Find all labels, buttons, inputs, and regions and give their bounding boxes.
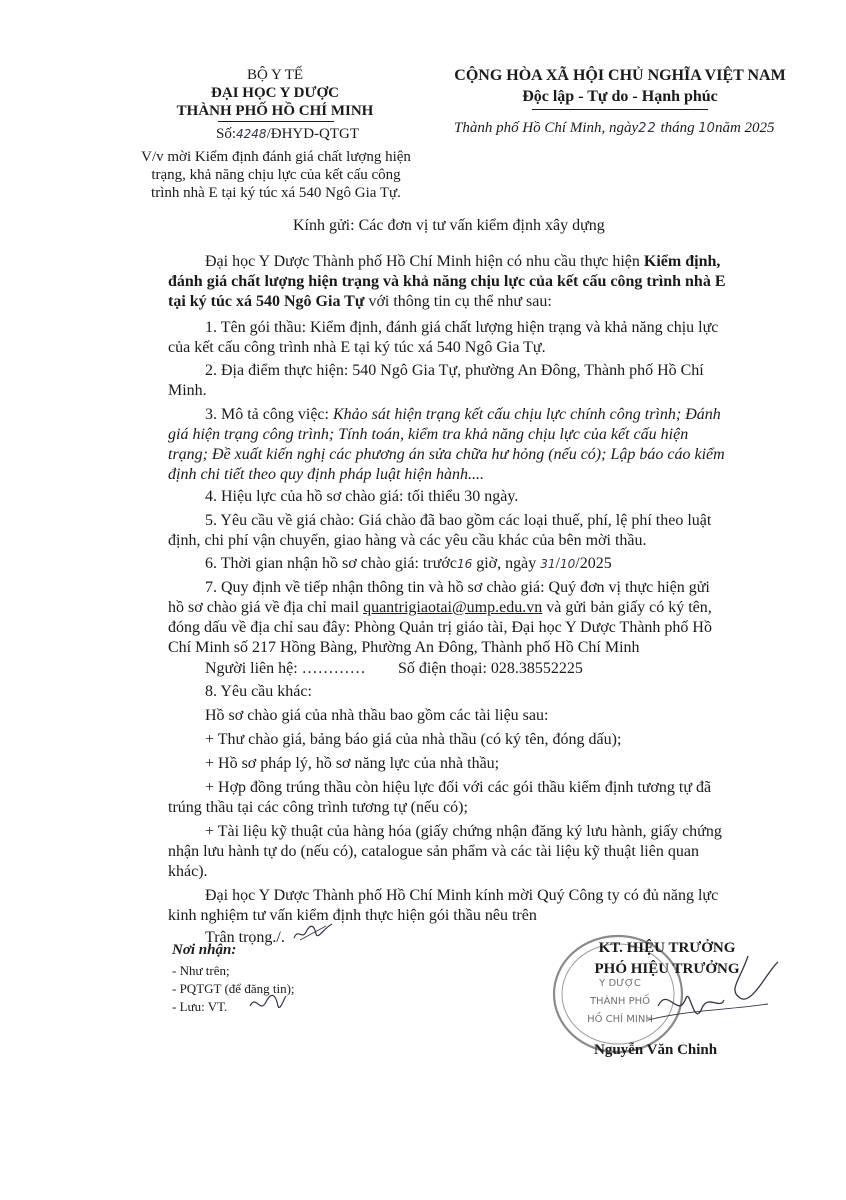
item-7-line1: 7. Quy định về tiếp nhận thông tin và hồ sơ chào giá: Quý đơn vị thực hiện gửi [205, 579, 710, 596]
item-6-hour-handwritten: 16 [456, 557, 473, 571]
item-3-text: Khảo sát hiện trạng kết cấu chịu lực chính công trình; Đánh [332, 406, 721, 423]
university-name-line2: THÀNH PHỐ HỒ CHÍ MINH [176, 103, 374, 119]
closing-line1: Đại học Y Dược Thành phố Hồ Chí Minh kính mời Quý Công ty có đủ năng lực [205, 887, 719, 904]
subject-line: trạng, khả năng chịu lực của kết cấu công [151, 167, 401, 183]
date-month-label: tháng [660, 120, 695, 136]
university-name-line1: ĐẠI HỌC Y DƯỢC [211, 85, 339, 101]
item-7-line3: đóng dấu về địa chỉ sau đây: Phòng Quản trị giáo tài, Đại học Y Dược Thành phố Hồ [168, 619, 712, 636]
recipients-title: Nơi nhận: [172, 942, 237, 958]
item-3-line1 [205, 405, 721, 425]
date-year: năm 2025 [714, 120, 775, 136]
item-6-sep: / [555, 555, 560, 572]
doc-number [216, 125, 359, 143]
stamp-text-line: Y DƯỢC [599, 978, 641, 989]
intro-line3 [168, 292, 552, 312]
item-6-mid: giờ, ngày [472, 555, 541, 572]
subject-line: V/v mời Kiểm định đánh giá chất lượng hiện [141, 149, 411, 165]
motto-divider [532, 109, 708, 110]
doc-number-suffix: /ĐHYD-QTGT [266, 126, 360, 142]
signer-title-1: KT. HIỆU TRƯỞNG [598, 940, 736, 956]
subject-block [140, 148, 412, 202]
item-6-prefix: 6. Thời gian nhận hồ sơ chào giá: trước [205, 555, 457, 572]
item-7-line2 [168, 598, 712, 618]
contact-person: Người liên hệ: ………… [205, 660, 366, 677]
item-7-text-a: hồ sơ chào giá về địa chỉ mail [168, 599, 364, 616]
header-left [150, 66, 400, 120]
header-left-divider [218, 121, 334, 122]
item-1-line2: của kết cấu công trình nhà E tại ký túc xá 540 Ngô Gia Tự. [168, 339, 546, 356]
item-8-d-line1: + Tài liệu kỹ thuật của hàng hóa (giấy chứng nhận đăng ký lưu hành, giấy chứng [205, 823, 722, 840]
intro-line2: đánh giá chất lượng hiện trạng và khả năng chịu lực của kết cấu công trình nhà E [168, 273, 726, 290]
item-6 [205, 554, 612, 574]
intro-tail: với thông tin cụ thể như sau: [364, 293, 552, 310]
closing-line2: kinh nghiệm tư vấn kiểm định thực hiện gói thầu nêu trên [168, 907, 537, 924]
item-3-line3: trạng; Đề xuất kiến nghị các phương án sửa chữa hư hỏng (nếu có); Lập báo cáo kiểm [168, 446, 725, 463]
archive-initials-scribble [248, 992, 288, 1016]
handwritten-signature [628, 950, 788, 1040]
contact-phone: Số điện thoại: 028.38552225 [398, 660, 583, 677]
item-8-d-line2: nhận lưu hành tự do (nếu có), catalogue sản phẩm và các tài liệu kỹ thuật liên quan [168, 843, 699, 860]
regards: Trân trọng./. [205, 929, 285, 946]
doc-number-prefix: Số: [216, 126, 237, 142]
item-8-a: + Thư chào giá, bảng báo giá của nhà thầu (có ký tên, đóng dấu); [205, 731, 622, 748]
date-day-handwritten: 22 [638, 121, 657, 136]
item-2-line2: Minh. [168, 382, 207, 399]
item-3-line4: định chi tiết theo quy định pháp luật hiện hành.... [168, 466, 484, 483]
item-7-text-b: và gửi bản giấy có ký tên, [542, 599, 712, 616]
item-8-b: + Hồ sơ pháp lý, hồ sơ năng lực của nhà thầu; [205, 755, 500, 772]
date-prefix: Thành phố Hồ Chí Minh, ngày [454, 120, 639, 136]
item-1-line1: 1. Tên gói thầu: Kiểm định, đánh giá chất lượng hiện trạng và khả năng chịu lực [205, 319, 719, 336]
intro-lead: Đại học Y Dược Thành phố Hồ Chí Minh hiện có nhu cầu thực hiện [205, 253, 644, 270]
item-8-c-line1: + Hợp đồng trúng thầu còn hiệu lực đối với các gói thầu kiểm định tương tự đã [205, 779, 712, 796]
signer-name: Nguyễn Văn Chinh [594, 1042, 718, 1058]
recipient-2: - PQTGT (để đăng tin); [172, 981, 295, 996]
item-7-line4: Chí Minh số 217 Hồng Bàng, Phường An Đông, Thành phố Hồ Chí Minh [168, 639, 640, 656]
item-2-line1: 2. Địa điểm thực hiện: 540 Ngô Gia Tự, phường An Đông, Thành phố Hồ Chí [205, 362, 704, 379]
item-8: 8. Yêu cầu khác: [205, 683, 312, 700]
item-8-c-line2: trúng thầu tại các công trình tương tự (nếu có); [168, 799, 468, 816]
signer-title-2: PHÓ HIỆU TRƯỞNG [594, 961, 740, 977]
item-6-year: /2025 [575, 555, 612, 572]
doc-number-handwritten: 4248 [236, 127, 267, 141]
item-3-label: 3. Mô tả công việc: [205, 406, 333, 423]
item-5-line2: định, chi phí vận chuyển, giao hàng và các yêu cầu khác của bên mời thầu. [168, 532, 647, 549]
subject-line: trình nhà E tại ký túc xá 540 Ngô Gia Tự. [151, 185, 401, 201]
recipient-line: Kính gửi: Các đơn vị tư vấn kiểm định xây dựng [293, 217, 605, 234]
item-8-intro: Hồ sơ chào giá của nhà thầu bao gồm các tài liệu sau: [205, 707, 549, 724]
initials-scribble [290, 918, 336, 944]
item-6-day-handwritten: 31 [540, 557, 556, 571]
stamp-text-line: HỒ CHÍ MINH [587, 1014, 653, 1025]
item-5-line1: 5. Yêu cầu về giá chào: Giá chào đã bao gồm các loại thuế, phí, lệ phí theo luật [205, 512, 712, 529]
issue-date [454, 119, 775, 138]
recipient-3: - Lưu: VT. [172, 999, 228, 1014]
date-month-handwritten: 10 [698, 121, 715, 136]
intro-bold-1: Kiểm định, [643, 253, 721, 270]
intro-bold-3: tại ký túc xá 540 Ngô Gia Tự [168, 293, 365, 310]
ministry-name: BỘ Y TẾ [246, 67, 304, 83]
nation-title: CỘNG HÒA XÃ HỘI CHỦ NGHĨA VIỆT NAM [454, 67, 786, 84]
intro-line1 [205, 252, 720, 272]
stamp-text-line: THÀNH PHỐ [589, 996, 651, 1007]
email-link[interactable]: quantrigiaotai@ump.edu.vn [363, 599, 543, 616]
item-8-d-line3: khác). [168, 863, 208, 880]
motto: Độc lập - Tự do - Hạnh phúc [522, 88, 718, 105]
item-4: 4. Hiệu lực của hồ sơ chào giá: tối thiểu 30 ngày. [205, 488, 519, 505]
recipient-1: - Như trên; [172, 963, 230, 978]
item-6-month-handwritten: 10 [559, 557, 576, 571]
item-3-line2: giá hiện trạng công trình; Tính toán, kiểm tra khả năng chịu lực của kết cấu hiện [168, 426, 689, 443]
